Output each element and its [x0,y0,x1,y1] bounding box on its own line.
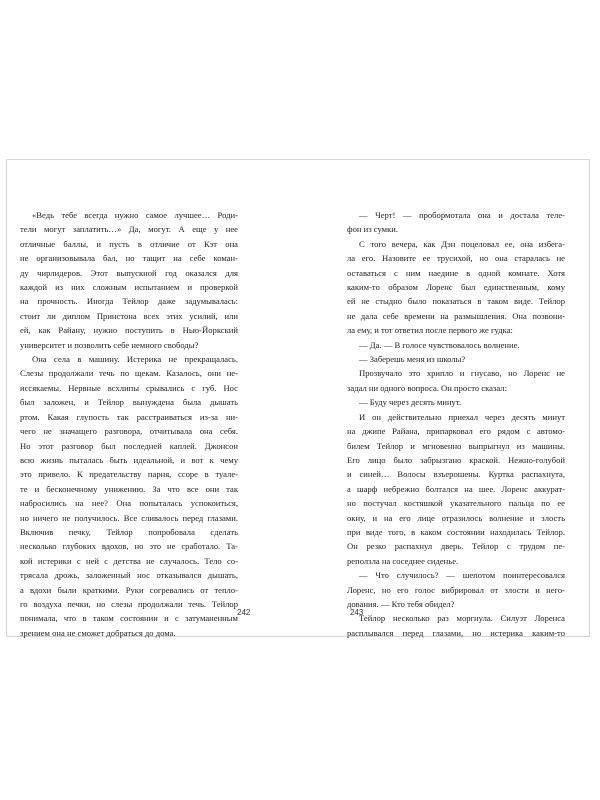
text-line: Тейлор несколько раз моргнула. Силуэт Лоренса [359,613,565,624]
text-line: всю жизнь пыталась быть идеальной, и вот к чему [20,454,238,465]
text-line: ей, как Райану, нужно поступить в Нью-Йоркский [20,325,238,336]
left-page-number: 242 [237,608,251,617]
text-line: несколько глубоких вдохов, но это не сработало. Та- [20,541,238,552]
text-line: не организовывала бал, но тащит на себе коман- [20,253,238,264]
text-line: каким-то образом Лоренс был единственным, кому [347,282,565,293]
text-line: тели могут заплатить…» Да, могут. А еще у нее [20,224,238,235]
text-line: — Да. — В голосе чувствовалось волнение. [359,339,520,350]
text-line: билем Тейлор и мгновенно выпрыгнул из машины. [347,440,565,451]
text-line: а шарф небрежно болтался на шее. Лоренс аккурат- [347,483,565,494]
text-line: оставаться с ним наедине в одной комнате. Хотя [347,267,565,278]
text-line: Слезы продолжали течь по щекам. Казалось, они не- [20,368,238,379]
text-line: не дала себе времени на размышления. Она позвони- [347,310,565,321]
text-line: Прозвучало это хрипло и гнусаво, но Лоренс не [359,368,565,379]
text-line: набросились на нее? Она попыталась успокоиться, [20,498,238,509]
text-line: Она села в машину. Истерика не прекращалась. [32,354,238,365]
text-line: ла ему, и тот ответил после первого же гудка: [347,325,513,336]
left-page-text [20,208,238,640]
text-line: но постучал костяшкой указательного пальца по ее [347,498,565,509]
text-line: понимала, что в таком состоянии и с затуманенным [20,613,238,624]
right-page [347,208,565,640]
text-line: при виде того, в каком состоянии находилась Тейлор. [347,526,565,537]
text-line: те и бесконечному унижению. За что все они так [20,483,238,494]
text-line: окну, и на его лице отразилось волнение и злость [347,512,565,523]
text-line: — Черт! — пробормотала она и достала теле- [359,210,565,220]
text-line: С того вечера, как Дэн поцеловал ее, она избега- [359,238,565,249]
text-line: И он действительно приехал через десять минут [359,411,565,422]
right-page-number: 243 [350,608,364,617]
text-line: зрением она не сможет добраться до дома. [20,627,176,638]
text-line: задал ни одного вопроса. Он просто сказал: [347,382,507,393]
text-line: стоит ли диплом Принстона всех этих усилий, или [20,310,238,321]
text-line: был заложен, и Тейлор вынуждена была дышать [20,397,238,408]
text-line: каждой из них сложным испытанием и проверкой [20,282,238,293]
right-page-text [347,208,565,640]
text-line: университет и позволить себе немного свободы? [20,339,199,350]
text-line: — Что случилось? — шепотом поинтересовался [359,570,565,581]
text-line: но ничего не получилось. Все сливалось перед глазами. [20,512,238,523]
text-line: Включив печку, Тейлор попробовала сделать [20,526,238,537]
text-line: — Заберешь меня из школы? [359,354,466,365]
text-line: трясала дрожь, заложенный нос отказывался дышать, [20,570,238,581]
text-line: Его лицо было забрызгано краской. Нежно-голубой [347,454,565,465]
text-line: а вдохи были краткими. Руки согревались от тепло- [20,584,238,595]
text-line: иссякаемы. Нервные всхлипы срывались с губ. Нос [20,382,238,393]
text-line: реползла на соседнее сиденье. [347,555,459,566]
text-line: на прочность. Иногда Тейлор даже задумывалась: [20,296,238,307]
text-line: Лоренс, но его голос вибрировал от злости и него- [347,584,565,595]
text-line: отличные баллы, и пусть в отличие от Кэт она [20,238,238,249]
text-line: Он резко распахнул дверь. Тейлор с трудом пе- [347,541,565,552]
text-line: и синей… Волосы взъерошены. Куртка распахнута, [347,469,565,480]
text-line: это привело. К предательству парня, ссоре в туале- [20,469,238,480]
text-line: кой истерики с ней с детства не случалось. Тело со- [20,555,238,566]
text-line: ртом. Какая глупость так расстраиваться из-за ни- [20,411,238,422]
text-line: — Буду через десять минут. [359,397,462,408]
book-spread [6,159,590,637]
text-line: дования. — Кто тебя обидел? [347,598,455,609]
text-line: Но этот разговор был последней каплей. Джонсон [20,440,238,451]
text-line: на джипе Райана, припарковал его рядом с автомо- [347,426,565,437]
left-page [20,208,238,640]
text-line: ла его. Назовите ее трусихой, но она старалась не [347,253,565,264]
text-line: «Ведь тебе всегда нужно самое лучшее… Роди- [32,210,238,220]
text-line: ду чирлидеров. Этот выпускной год оказался для [20,267,238,278]
text-line: ей не стыдно было показаться в таком виде. Тейлор [347,296,565,307]
text-line: расплывался перед глазами, но истерика каким-то [347,627,565,638]
text-line: фон из сумки. [347,224,399,235]
text-line: го воздуха печки, но слезы продолжали течь. Тейлор [20,598,238,609]
text-line: чего не значащего разговора, отчитывала она себя. [20,426,238,437]
